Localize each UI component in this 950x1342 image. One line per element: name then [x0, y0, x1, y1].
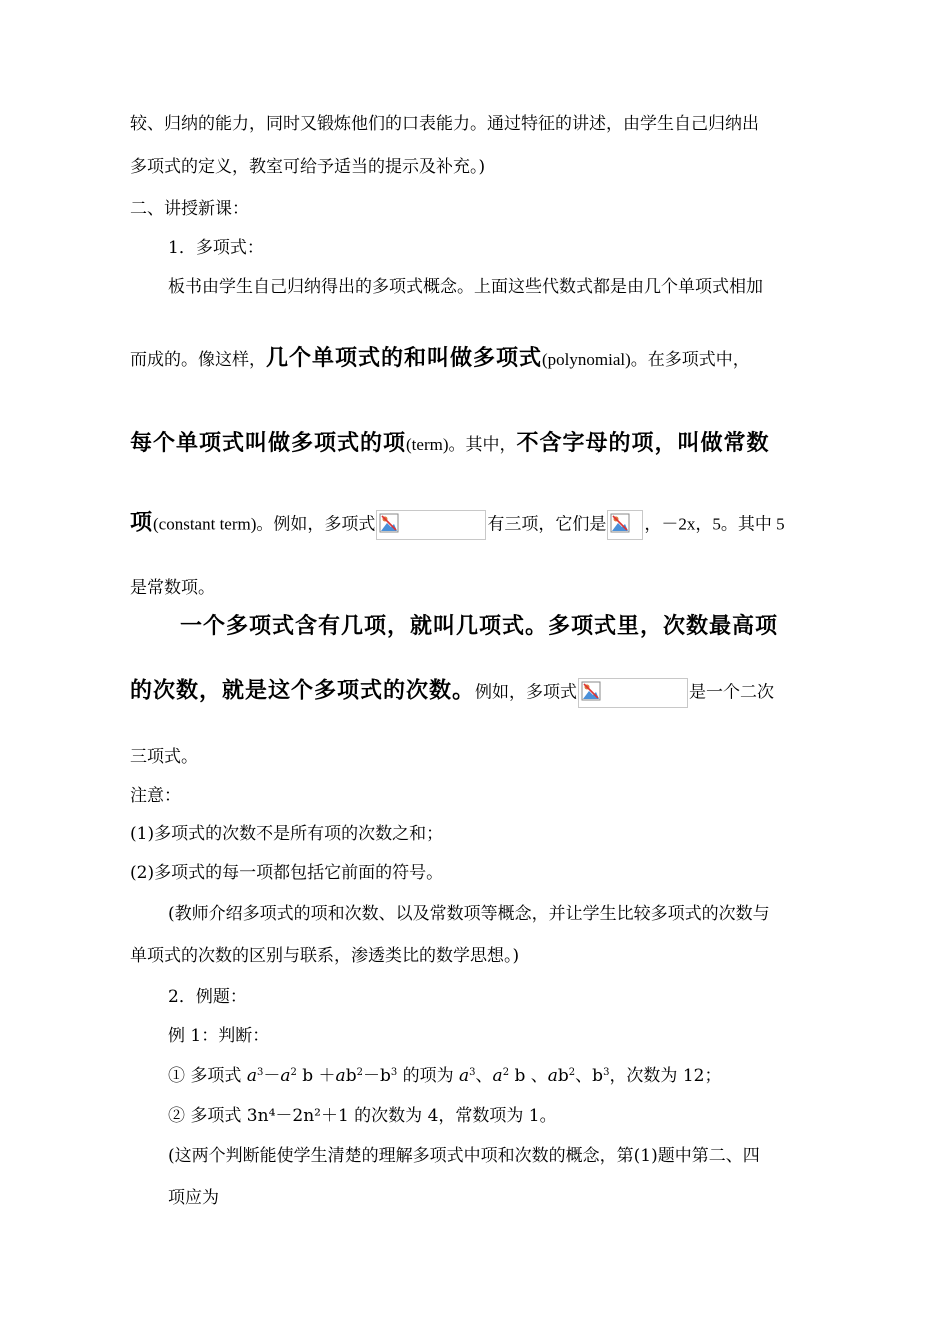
text: ，次数为 12； [609, 1066, 722, 1086]
text: 板书由学生自己归纳得出的多项式概念。上面这些代数式都是由几个单项式相加 [168, 277, 763, 297]
paragraph-line [130, 678, 847, 708]
note-heading [130, 784, 181, 808]
text: ② 多项式 3n⁴－2n²＋1 的次数为 4，常数项为 1。 [168, 1106, 557, 1126]
text: 而成的。像这样， [130, 350, 266, 370]
text: 1．多项式： [168, 238, 264, 258]
math-expression: $a^3-a^2$ $b +ab^2-b^3$ [246, 1066, 398, 1086]
paragraph-line [168, 1186, 219, 1210]
paragraph-line [130, 346, 847, 372]
text: 是常数项。 [130, 578, 215, 598]
paragraph-line [180, 614, 778, 640]
text: 是一个二次 [689, 682, 775, 703]
text: (constant term)。例如，多项式 [153, 514, 376, 534]
example-item [168, 1104, 557, 1128]
formula-image [376, 510, 486, 540]
paragraph-line [168, 275, 763, 299]
text: 注意： [130, 786, 181, 806]
text: 项应为 [168, 1188, 219, 1208]
text: 单项式的次数的区别与联系，渗透类比的数学思想。) [130, 946, 520, 966]
broken-image-icon [581, 681, 601, 701]
text: ，－2x，5。其中 5 [644, 514, 785, 534]
text: 多项式的定义，教室可给予适当的提示及补充。) [130, 157, 486, 177]
definition-text: 的次数，就是这个多项式的次数。 [130, 677, 476, 704]
broken-image-icon [379, 513, 399, 533]
text: 例如，多项式 [475, 682, 578, 703]
text: 2．例题： [168, 987, 247, 1007]
text: 的项为 [402, 1066, 460, 1086]
text: (1)多项式的次数不是所有项的次数之和； [130, 824, 444, 844]
paragraph-line [130, 510, 847, 540]
paragraph-line [130, 155, 485, 179]
text: (2)多项式的每一项都包括它前面的符号。 [130, 863, 444, 883]
definition-text: 不含字母的项，叫做常数 [516, 430, 770, 456]
note-item [130, 861, 443, 885]
broken-image-icon [610, 513, 630, 533]
paragraph-line [168, 1144, 760, 1168]
text: 二、讲授新课： [130, 199, 249, 219]
paragraph-line [130, 576, 215, 600]
example-heading [168, 1024, 269, 1048]
definition-text: 每个单项式叫做多项式的项 [130, 430, 407, 456]
section-heading [130, 197, 249, 221]
subsection-heading [168, 236, 264, 260]
text: (polynomial)。在多项式中， [542, 350, 750, 369]
text: 有三项，它们是 [487, 514, 607, 535]
text: (这两个判断能使学生清楚的理解多项式中项和次数的概念，第(1)题中第二、四 [168, 1146, 760, 1166]
text: 例 1：判断： [168, 1026, 270, 1046]
text: ① 多项式 [168, 1066, 247, 1086]
paragraph-line [130, 431, 847, 457]
paragraph-line [130, 112, 847, 136]
subsection-heading [168, 985, 247, 1009]
paragraph-line [130, 745, 198, 769]
formula-image [607, 510, 643, 540]
text: (教师介绍多项式的项和次数、以及常数项等概念，并让学生比较多项式的次数与 [168, 904, 770, 924]
formula-image [578, 678, 688, 708]
text: (term)。其中， [406, 435, 517, 454]
example-item [168, 1064, 721, 1088]
paragraph-line [168, 902, 770, 926]
paragraph-line [130, 944, 519, 968]
note-item [130, 822, 443, 846]
definition-text: 几个单项式的和叫做多项式 [266, 345, 543, 371]
math-expression: $a^3$、$a^2$ b 、$ab^2$、$b^3$ [459, 1066, 610, 1086]
definition-text: 一个多项式含有几项，就叫几项式。多项式里，次数最高项 [180, 613, 779, 639]
text: 三项式。 [130, 747, 198, 767]
text: 较、归纳的能力，同时又锻炼他们的口表能力。通过特征的讲述，由学生自己归纳出 [130, 114, 759, 134]
definition-text: 项 [130, 509, 154, 536]
